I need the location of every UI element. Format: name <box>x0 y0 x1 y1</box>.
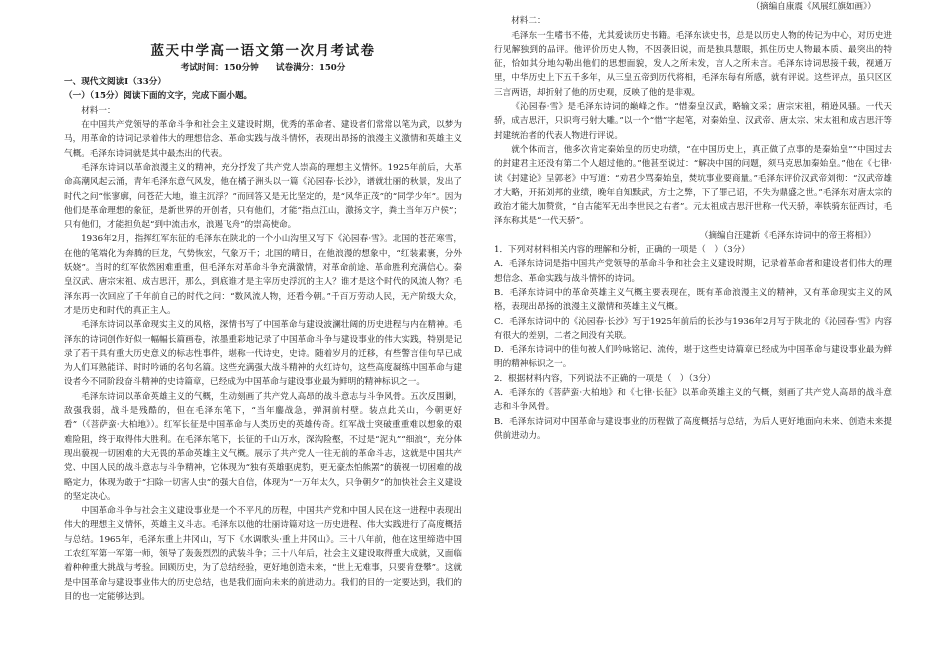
spacer <box>64 29 462 43</box>
question-2-option: A．毛泽东的《菩萨蛮·大柏地》和《七律·长征》以革命英雄主义的气概，刻画了共产党人高昂的战斗意志和斗争风骨。 <box>494 388 892 413</box>
question-1-option: A．毛泽东诗词是指中国共产党领导的革命斗争和社会主义建设时期，记录着革命者和建设者们伟大的理想信念、革命实践与战斗情怀的诗词。 <box>494 259 892 284</box>
material2-para: 就个体而言，他多次肯定秦始皇的历史功绩，“在中国历史上，真正做了点事的是秦始皇”“中国过去的封建君主还没有第二个人超过他的。”他甚至说过：“解决中国的问题，须马克思加秦始皇。”他在《七律·读《封建论》呈郭老》中写道：“劝君少骂秦始皇，焚坑事业要商量。”毛泽东评价汉武帝刘彻：“汉武帝雄才大略，开拓刘邦的业绩，晚年自知黩武，方士之弊，下了罪己诏，不失为鼎盛之世。”毛泽东对唐太宗的政治才能大加赞赏，“自古能军无出李世民之右者”。元太祖成吉思汗世称一代天骄，率铁骑东征西讨，毛泽东称其是“一代天骄”。 <box>494 144 892 227</box>
spacer <box>64 0 462 14</box>
question-1-stem: 1．下列对材料相关内容的理解和分析，正确的一项是（ ）（3分） <box>494 245 750 256</box>
exam-title: 蓝天中学高一语文第一次月考试卷 <box>150 42 376 59</box>
material2-source: （摘编自汪建新《毛泽东诗词中的帝王将相》） <box>699 230 876 241</box>
section-heading: 一、现代文阅读Ⅰ（33分） <box>64 77 166 88</box>
material1-source: （摘编自康震《风展红旗如画》） <box>751 2 876 12</box>
material2-label: 材料二： <box>511 16 546 27</box>
right-column <box>494 0 892 443</box>
material1-para: 中国革命斗争与社会主义建设事业是一个不平凡的历程，中国共产党和中国人民在这一进程中表现出伟大的理想主义情怀，英雄主义斗志。毛泽东以他的壮丽诗篇对这一历史进程、伟大实践进行了高度概括与总结。1965年，毛泽东重上井冈山，写下《水调歌头·重上井冈山》。三十八年前，他在这里缔造中国工农红军第一军第一师，领导了轰轰烈烈的武装斗争；三十八年后，社会主义建设取得重大成就，又面临着种种重大挑战与考验。回顾历史，为了总结经验，更好地创造未来，“世上无难事，只要肯登攀”。这就是中国革命与建设事业伟大的历史总结，也是我们面向未来的前进动力。我们的目的一定要达到，我们的目的也一定能够达到。 <box>64 506 462 602</box>
exam-meta: 考试时间：150分钟 试卷满分：150分 <box>180 62 346 73</box>
question-1-option: B．毛泽东诗词中的革命英雄主义气概主要表现在，既有革命浪漫主义的精神，又有革命现实主义的风格，表现出昂扬的浪漫主义激情和英雄主义气概。 <box>494 287 892 313</box>
material2-para: 毛泽东一生嗜书不倦，尤其爱读历史书籍。毛泽东读史书，总是以历史人物的传记为中心，对历史进行见解独到的品评。他评价历史人物，不因袭旧说，而是独具慧眼，抓住历史人物最本质、最突出的特征，恰如其分地勾勒出他们的思想面貌，发人之所未发，言人之所未言。毛泽东诗词思接千载，视通万里，中华历史上下五千多年，从三皇五帝到历代将相，毛泽东每有所感，就有评说。这些评点，虽只区区三言两语，却折射了他的历史观，反映了他的是非观。 <box>494 30 892 98</box>
material1-para: 毛泽东诗词以革命浪漫主义的精神，充分抒发了共产党人崇高的理想主义情怀。1925年前后，大革命高潮风起云涌，青年毛泽东意气风发，他在橘子洲头以一篇《沁园春·长沙》，谱就壮丽的秋景，发出了时代之问“怅寥廓，问苍茫大地，谁主沉浮？”而回答又是无比坚定的，是“风华正茂”的“同学少年”。因为他们是革命理想的象征，是新世界的开创者，只有他们，才能“指点江山，激扬文字，粪土当年万户侯”；只有他们，才能担负起“到中流击水，浪遏飞舟”的崇高使命。 <box>64 162 462 231</box>
material1-para: 在中国共产党领导的革命斗争和社会主义建设时期，优秀的革命者、建设者们常常以笔为武，以梦为马，用革命的诗词记录着伟大的理想信念、革命实践与战斗情怀，表现出昂扬的浪漫主义激情和英雄主义气概。毛泽东诗词就是其中最杰出的代表。 <box>64 120 462 159</box>
spacer <box>64 14 462 28</box>
question-2-option: B．毛泽东诗词对中国革命与建设事业的历程做了高度概括与总结，为后人更好地面向未来、创造未来提供前进动力。 <box>494 416 892 441</box>
left-column <box>64 0 462 604</box>
material2-para: 《沁园春·雪》是毛泽东诗词的巅峰之作。“惜秦皇汉武，略输文采；唐宗宋祖，稍逊风骚。一代天骄，成吉思汗，只识弯弓射大雕。”以一个“惜”字起笔，对秦始皇、汉武帝、唐太宗、宋太祖和成吉思汗等封建统治者的代表人物进行评说。 <box>494 102 892 141</box>
material1-para: 毛泽东诗词以革命英雄主义的气概，生动刻画了共产党人高昂的战斗意志与斗争风骨。五次反围剿，敌强我弱，战斗是残酷的，但在毛泽东笔下，“当年鏖战急，弹洞前村壁。装点此关山，今朝更好看”（《菩萨蛮·大柏地》）。红军长征是中国革命与人类历史的英雄传奇。红军战士突破重重难以想象的艰难险阻，终于取得伟大胜利。在毛泽东笔下，长征的千山万水，深沟险壑，不过是“泥丸”“细浪”，充分体现出藐视一切困难的大无畏的革命英雄主义气概。展示了共产党人一往无前的革命斗志，这就是中国共产党、中国人民的战斗意志与斗争精神，它体现为“独有英雄驱虎豹，更无豪杰怕熊罴”的藐视一切困难的战略定力，体现为敢于“扫除一切害人虫”的强大自信，体现为“一万年太久，只争朝夕”的加快社会主义建设的坚定决心。 <box>64 391 462 502</box>
material1-label: 材料一： <box>81 105 116 116</box>
question-2-stem: 2．根据材料内容，下列说法不正确的一项是（ ）（3分） <box>494 373 716 384</box>
material1-para: 毛泽东诗词以革命现实主义的风格，深情书写了中国革命与建设波澜壮阔的历史进程与内在精神。毛泽东的诗词创作好似一幅幅长篇画卷，浓墨重彩地记录了中国革命斗争与建设事业的伟大实践，特别是记录了若干具有重大历史意义的标志性事件，堪称一代诗史，史诗。随着岁月的迁移，有些警言佳句早已成为人们耳熟能详、时时吟诵的名句名篇。这些充满强大战斗精神的火红诗句，这些高度凝练中国革命与建设者今不同阶段奋斗精神的史诗篇章，已经成为中国革命与建设事业最为鲜明的精神标识之一。 <box>64 320 462 388</box>
material1-para: 1936年2月，指挥红军东征的毛泽东在陕北的一个小山沟里又写下《沁园春·雪》。北国的苍茫寒雪，在他的笔端化为奔腾的巨龙，气势恢宏，气象万千；北国的晴日，在他浪漫的想象中，“红装素裹，分外妖娆”。当时的红军依然困难重重，但毛泽东对革命斗争充满激情，对革命前途、革命胜利充满信心。秦皇汉武、唐宗宋祖、成吉思汗，那么，到底谁才是主宰历史浮沉的主人？谁才是这个时代的风流人物？毛泽东再一次回应了千年前自己的时代之问：“数风流人物，还看今朝。”千百万劳动人民，无产阶级大众，才是历史和时代的真正主人。 <box>64 234 462 316</box>
question-1-option: C．毛泽东诗词中的《沁园春·长沙》写于1925年前后的长沙与1936年2月写于陕北的《沁园春·雪》内容有很大的差别，二者之间没有关联。 <box>494 316 892 341</box>
part-instruction: （一）（15分）阅读下面的文字，完成下面小题。 <box>64 91 253 102</box>
question-1-option: D．毛泽东诗词中的佳句被人们吟咏铭记、流传，堪于这些史诗篇章已经成为中国革命与建设事业最为鲜明的精神标识之一。 <box>494 345 892 370</box>
